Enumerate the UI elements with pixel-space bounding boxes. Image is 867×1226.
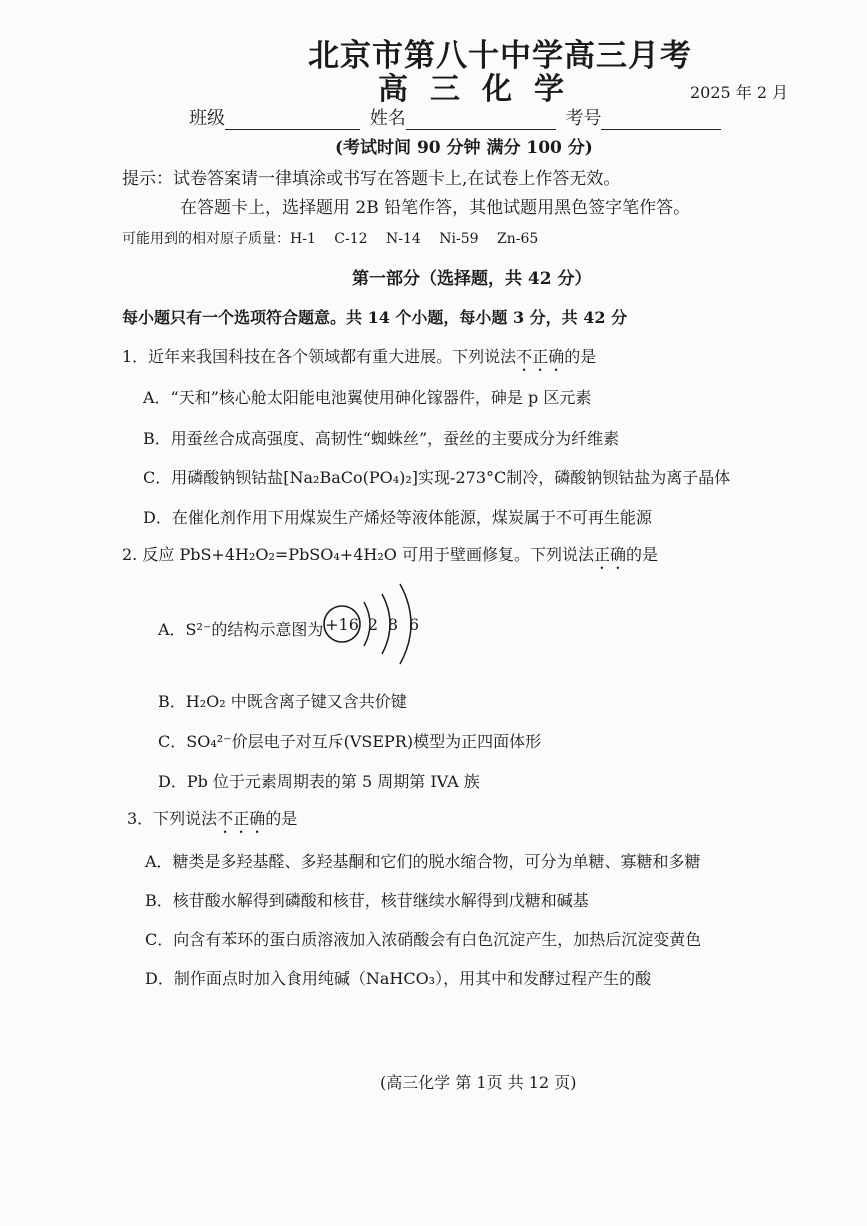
question-2-option-d: D．Pb 位于元素周期表的第 5 周期第 IVA 族 — [158, 772, 480, 791]
class-blank[interactable] — [225, 111, 360, 130]
question-3-stem-before: 3．下列说法 — [127, 809, 218, 828]
student-info-fields — [189, 104, 725, 130]
subject-title: 高三化学 — [378, 72, 586, 107]
question-2-stem-emphasis: 正确 — [593, 545, 626, 564]
name-label: 姓名 — [369, 108, 406, 129]
shell-electrons-1: 2 — [367, 615, 379, 634]
question-1-option-c: C．用磷酸钠钡钴盐[Na₂BaCo(PO₄)₂]实现-273°C制冷，磷酸钠钡钴盐为离子晶体 — [143, 468, 731, 487]
question-3-option-c: C．向含有苯环的蛋白质溶液加入浓硝酸会有白色沉淀产生，加热后沉淀变黄色 — [145, 930, 702, 949]
shell-electrons-2: 8 — [387, 615, 399, 634]
question-1-option-a: A．“天和”核心舱太阳能电池翼使用砷化镓器件，砷是 p 区元素 — [143, 388, 592, 407]
sulfide-ion-structure-diagram — [320, 572, 430, 672]
question-3-option-d: D．制作面点时加入食用纯碱（NaHCO₃），用其中和发酵过程产生的酸 — [145, 969, 652, 988]
exam-no-label: 考号 — [565, 108, 602, 129]
section-instruction: 每小题只有一个选项符合题意。共 14 个小题，每小题 3 分，共 42 分 — [122, 308, 628, 327]
question-3-stem-emphasis: 不正确 — [217, 809, 266, 828]
notice-line-1: 提示：试卷答案请一律填涂或书写在答题卡上,在试卷上作答无效。 — [122, 169, 621, 189]
nucleus-charge: +16 — [325, 615, 359, 634]
question-1-stem-after: 的是 — [564, 347, 597, 366]
name-blank[interactable] — [406, 111, 556, 130]
question-2-option-c: C．SO₄²⁻价层电子对互斥(VSEPR)模型为正四面体形 — [158, 732, 542, 751]
class-label: 班级 — [189, 108, 225, 129]
question-1-stem — [122, 344, 596, 375]
atomic-masses: 可能用到的相对原子质量：H-1 C-12 N-14 Ni-59 Zn-65 — [122, 231, 539, 247]
section-title: 第一部分（选择题，共 42 分） — [352, 269, 592, 289]
question-1-option-d: D．在催化剂作用下用煤炭生产烯烃等液体能源，煤炭属于不可再生能源 — [143, 508, 652, 527]
exam-no-blank[interactable] — [601, 111, 721, 130]
question-1-option-b: B．用蚕丝合成高强度、高韧性“蜘蛛丝”，蚕丝的主要成分为纤维素 — [143, 429, 620, 448]
question-3-stem — [127, 806, 297, 837]
question-2-stem-after: 的是 — [625, 545, 658, 564]
question-3-option-a: A．糖类是多羟基醛、多羟基酮和它们的脱水缩合物，可分为单糖、寡糖和多糖 — [145, 852, 701, 871]
question-2-stem-before: 2. 反应 PbS+4H₂O₂=PbSO₄+4H₂O 可用于壁画修复。下列说法 — [122, 545, 594, 564]
exam-date: 2025 年 2 月 — [690, 83, 789, 102]
shell-electrons-3: 6 — [408, 615, 420, 634]
question-2-option-a: A．S²⁻的结构示意图为 — [158, 620, 324, 639]
question-1-stem-before: 1．近年来我国科技在各个领域都有重大进展。下列说法 — [122, 347, 517, 366]
question-2-option-b: B．H₂O₂ 中既含离子键又含共价键 — [158, 692, 407, 711]
question-3-stem-after: 的是 — [265, 809, 298, 828]
question-3-option-b: B．核苷酸水解得到磷酸和核苷，核苷继续水解得到戊糖和碱基 — [145, 891, 589, 910]
school-title: 北京市第八十中学高三月考 — [308, 38, 692, 74]
question-2-stem — [122, 542, 658, 573]
question-1-stem-emphasis: 不正确 — [516, 347, 565, 366]
exam-time-info: (考试时间 90 分钟 满分 100 分) — [335, 138, 593, 158]
notice-line-2: 在答题卡上，选择题用 2B 铅笔作答，其他试题用黑色签字笔作答。 — [180, 198, 691, 218]
page-footer: (高三化学 第 1页 共 12 页) — [380, 1073, 577, 1092]
